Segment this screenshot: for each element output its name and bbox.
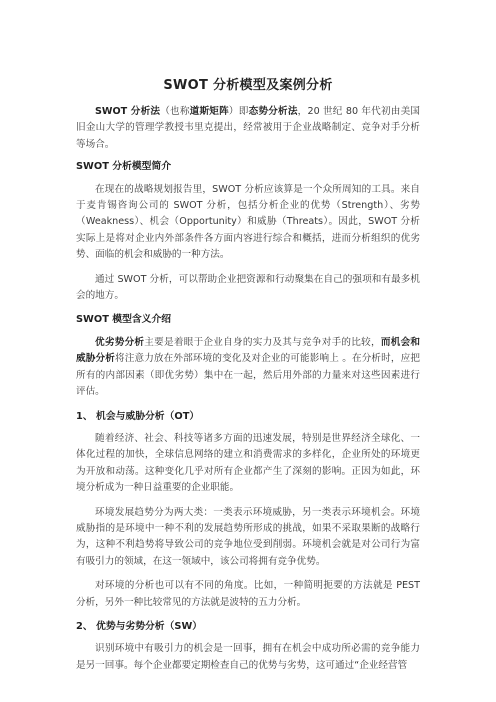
intro-paragraph bbox=[76, 104, 420, 153]
term-ot-analysis: 而机会和威胁分析 bbox=[76, 336, 421, 365]
meaning-text-1: 主要是着眼于企业自身的实力及其与竞争对手的比较， bbox=[144, 336, 381, 348]
term-situation-analysis: 态势分析法 bbox=[248, 106, 298, 117]
term-dows-matrix: 道斯矩阵 bbox=[189, 106, 229, 117]
page-title: SWOT 分析模型及案例分析 bbox=[163, 78, 333, 93]
section-heading-intro: SWOT 分析模型简介 bbox=[76, 161, 172, 173]
intro-text-3: ，20 世纪 80 年代初由美国旧金山大学的管理学教授韦里克提出，经常被用于企业战略制定、竞争对手分析等场合。 bbox=[76, 106, 421, 150]
paragraph: 环境发展趋势分为两大类：一类表示环境威胁，另一类表示环境机会。环境威胁指的是环境中一种不利的发展趋势所形成的挑战，如果不采取果断的战略行为，这种不利趋势将导致公司的竞争地位受到削弱。环境机会就是对公司行为富有吸引力的领域，在这一领域中，该公司将拥有竞争优势。 bbox=[76, 506, 420, 567]
paragraph: 通过 SWOT 分析，可以帮助企业把资源和行动聚集在自己的强项和有最多机会的地方。 bbox=[76, 273, 420, 302]
paragraph: 在现在的战略规划报告里，SWOT 分析应该算是一个众所周知的工具。来自于麦肯锡咨询公司的 SWOT 分析，包括分析企业的优势（Strength）、劣势（Weakness）、机会（Opportunity）和威胁（Threats）。因此，SWOT 分析实际上是将对企业内外部条件各方面内容进行综合和概括，进而分析组织的优劣势、面临的机会和威胁的一种方法。 bbox=[76, 183, 420, 261]
paragraph: 识别环境中有吸引力的机会是一回事，拥有在机会中成功所必需的竞争能力是另一回事。每个企业都要定期检查自己的优势与劣势，这可通过“企业经营管 bbox=[76, 643, 420, 671]
intro-text-1: （也称 bbox=[160, 106, 190, 117]
section-heading-meaning: SWOT 模型含义介绍 bbox=[76, 314, 172, 326]
intro-text-2: ）即 bbox=[228, 106, 249, 117]
section-heading-sw: 2、 优势与劣势分析（SW） bbox=[76, 620, 203, 632]
document-body bbox=[76, 104, 420, 674]
paragraph: 随着经济、社会、科技等诸多方面的迅速发展，特别是世界经济全球化、一体化过程的加快，全球信息网络的建立和消费需求的多样化，企业所处的环境更为开放和动荡。这种变化几乎对所有企业都产生了深刻的影响。正因为如此，环境分析成为一种日益重要的企业职能。 bbox=[76, 432, 420, 494]
section-heading-ot: 1、 机会与威胁分析（OT） bbox=[76, 410, 200, 422]
paragraph: 对环境的分析也可以有不同的角度。比如，一种简明扼要的方法就是 PEST 分析，另外一种比较常见的方法就是波特的五力分析。 bbox=[76, 580, 420, 608]
meaning-text-2: 将注意力放在外部环境的变化及对企业的可能影响上 。在分析时，应把所有的内部因素（即优劣势）集中在一起，然后用外部的力量来对这些因素进行评估。 bbox=[76, 353, 420, 398]
term-sw-analysis: 优劣势分析 bbox=[95, 336, 145, 348]
meaning-paragraph bbox=[76, 335, 420, 401]
term-swot: SWOT 分析法 bbox=[95, 106, 161, 117]
